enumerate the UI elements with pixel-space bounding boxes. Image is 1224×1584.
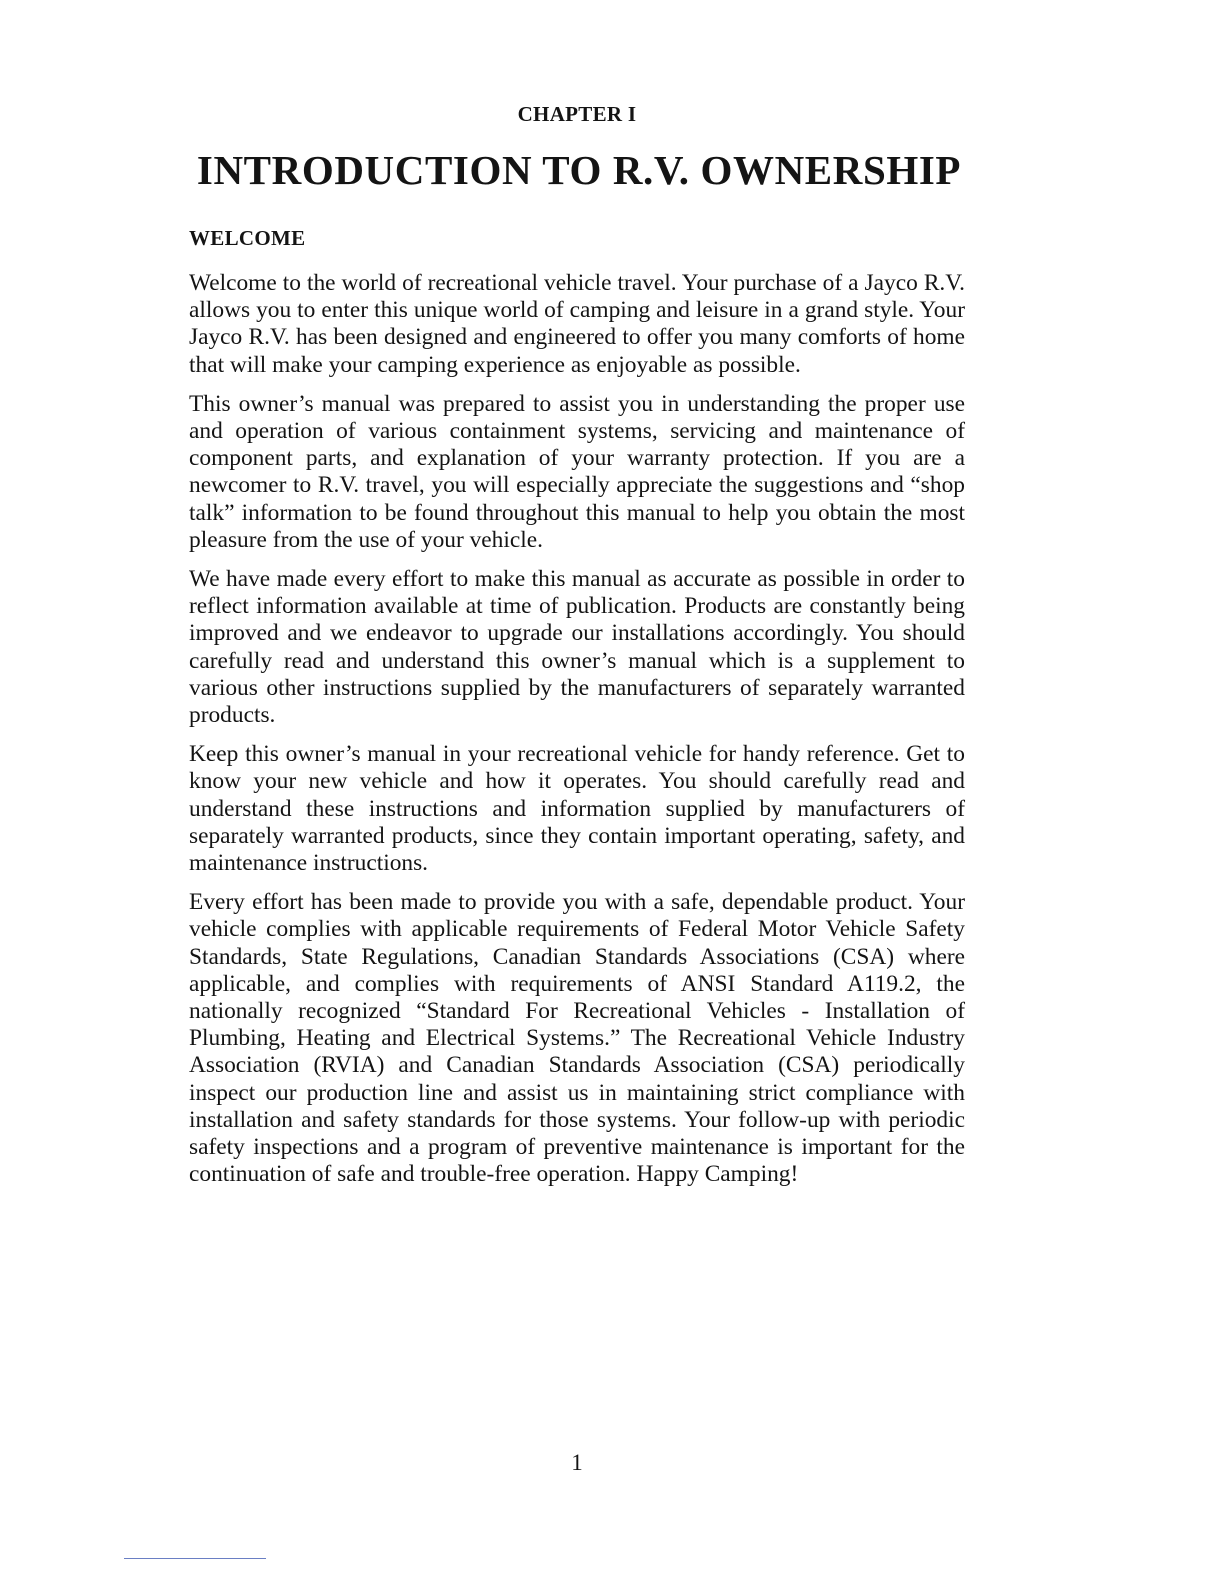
chapter-title: INTRODUCTION TO R.V. OWNERSHIP <box>196 147 962 193</box>
paragraph-safety-compliance: Every effort has been made to provide you with a safe, dependable product. Your vehicle complies with applicable requirements of Federal Motor Vehicle Safety Standards, State Regulations, Canadian Standards Associations (CSA) where applicable, and complies with requirements of ANSI Standard A119.2, the nationally recognized “Standard For Recreational Vehicles - Installation of Plumbing, Heating and Electrical Systems.” The Recreational Vehicle Industry Association (RVIA) and Canadian Standards Association (CSA) periodically inspect our production line and assist us in maintaining strict compliance with installation and safety standards for those systems. Your follow-up with periodic safety inspections and a program of preventive maintenance is important for the continuation of safe and trouble-free operation. Happy Camping! <box>189 889 965 1188</box>
body-text <box>189 270 965 1201</box>
section-heading: WELCOME <box>189 226 306 250</box>
paragraph-welcome: Welcome to the world of recreational vehicle travel. Your purchase of a Jayco R.V. allows you to enter this unique world of camping and leisure in a grand style. Your Jayco R.V. has been designed and engineered to offer you many comforts of home that will make your camping experience as enjoyable as possible. <box>189 270 965 378</box>
paragraph-accuracy: We have made every effort to make this manual as accurate as possible in order to reflect information available at time of publication. Products are constantly being improved and we endeavor to upgrade our installations accordingly. You should carefully read and understand this owner’s manual which is a supplement to various other instructions supplied by the manufacturers of separately warranted products. <box>189 566 965 729</box>
footer-divider <box>124 1558 266 1559</box>
paragraph-manual-purpose: This owner’s manual was prepared to assist you in understanding the proper use and operation of various containment systems, servicing and maintenance of component parts, and explanation of your warranty protection. If you are a newcomer to R.V. travel, you will especially appreciate the suggestions and “shop talk” information to be found throughout this manual to help you obtain the most pleasure from the use of your vehicle. <box>189 390 965 553</box>
paragraph-keep-manual: Keep this owner’s manual in your recreational vehicle for handy reference. Get to know your new vehicle and how it operates. You should carefully read and understand these instructions and information supplied by manufacturers of separately warranted products, since they contain important operating, safety, and maintenance instructions. <box>189 741 965 877</box>
page-number: 1 <box>571 1450 583 1475</box>
chapter-label: CHAPTER I <box>517 102 637 126</box>
